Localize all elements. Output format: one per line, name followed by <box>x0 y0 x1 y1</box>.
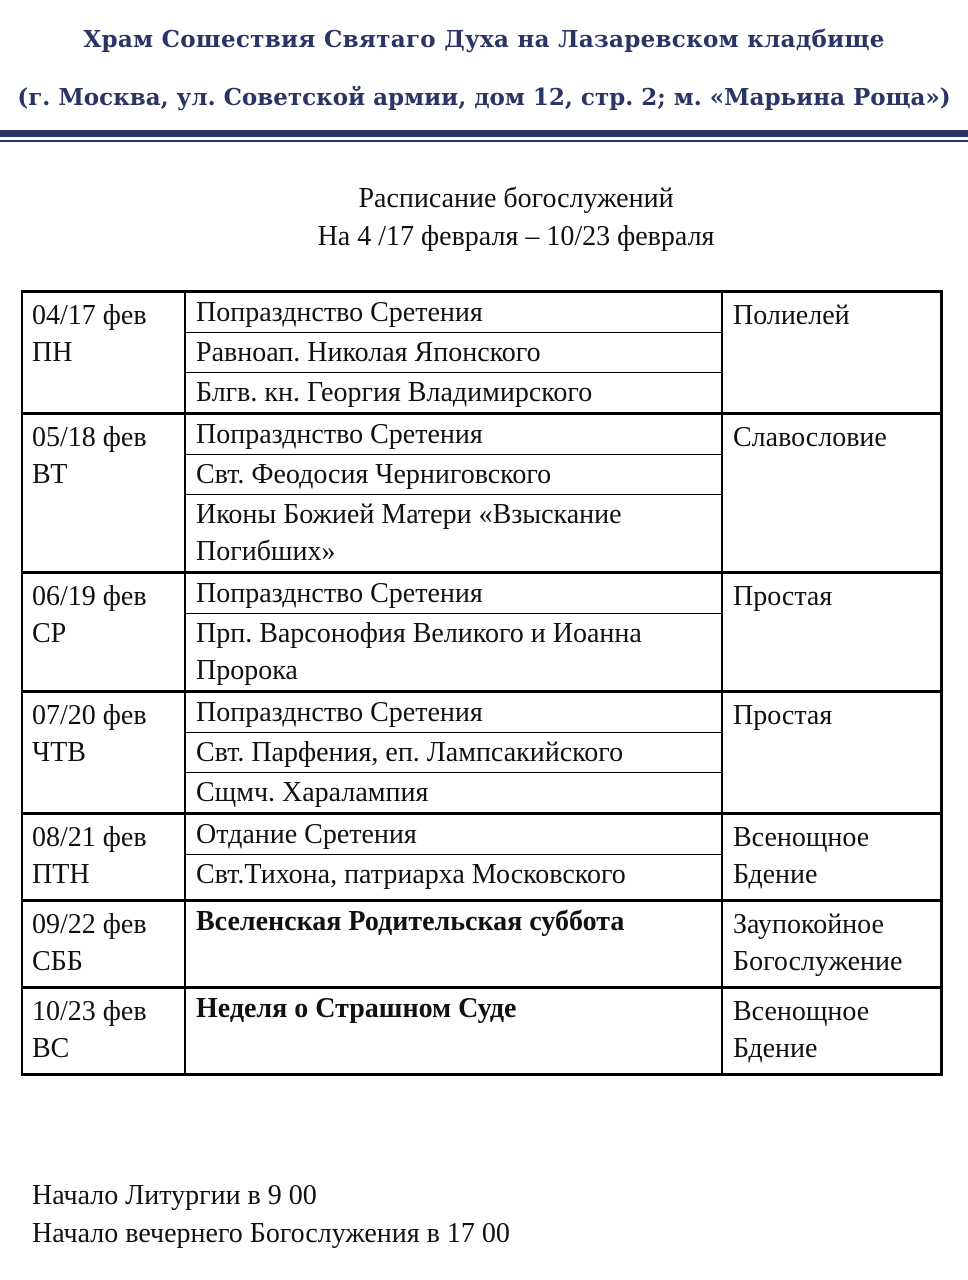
feasts-cell <box>185 814 722 901</box>
feast-entry: Прп. Варсонофия Великого и Иоанна Пророка <box>186 613 721 690</box>
day-cell <box>22 901 185 988</box>
schedule-row <box>22 814 942 901</box>
schedule-period: На 4 /17 февраля – 10/23 февраля <box>317 221 715 252</box>
schedule-row <box>22 292 942 414</box>
feast-entry: Попразднство Сретения <box>196 578 483 609</box>
feast-entry: Вселенская Родительская суббота <box>196 906 625 937</box>
feast-entry: Свт. Феодосия Черниговского <box>186 454 721 494</box>
date-label: 07/20 фев <box>32 700 147 731</box>
feasts-cell <box>185 414 722 573</box>
weekday-label: ВТ <box>32 459 68 490</box>
weekday-label: ЧТВ <box>32 737 86 768</box>
feasts-cell <box>185 988 722 1075</box>
schedule-row <box>22 988 942 1075</box>
service-rank: Заупокойное Богослужение <box>722 901 942 988</box>
date-label: 06/19 фев <box>32 581 147 612</box>
header-rule-thick <box>0 130 968 137</box>
schedule-table <box>21 290 943 1076</box>
feast-entry: Свт. Парфения, еп. Лампсакийского <box>186 732 721 772</box>
date-label: 08/21 фев <box>32 822 147 853</box>
feasts-cell <box>185 901 722 988</box>
day-cell <box>22 292 185 414</box>
feast-entry: Неделя о Страшном Суде <box>196 993 517 1024</box>
schedule-row <box>22 901 942 988</box>
feast-entry: Иконы Божией Матери «Взыскание Погибших» <box>186 494 721 571</box>
day-cell <box>22 814 185 901</box>
day-cell <box>22 414 185 573</box>
feast-entry: Сщмч. Харалампия <box>186 772 721 812</box>
schedule-row <box>22 414 942 573</box>
day-cell <box>22 988 185 1075</box>
date-label: 05/18 фев <box>32 422 147 453</box>
weekday-label: СББ <box>32 946 83 977</box>
service-rank: Простая <box>722 692 942 814</box>
feasts-cell <box>185 692 722 814</box>
liturgy-start: Начало Литургии в 9 00 <box>32 1180 317 1211</box>
date-label: 09/22 фев <box>32 909 147 940</box>
schedule-row <box>22 692 942 814</box>
day-cell <box>22 573 185 692</box>
feast-entry: Блгв. кн. Георгия Владимирского <box>186 372 721 412</box>
service-rank: Всенощное Бдение <box>722 814 942 901</box>
date-label: 10/23 фев <box>32 996 147 1027</box>
church-title: Храм Сошествия Святаго Духа на Лазаревском кладбище <box>83 26 885 53</box>
feast-entry: Попразднство Сретения <box>196 697 483 728</box>
feast-entry: Попразднство Сретения <box>196 419 483 450</box>
feasts-cell <box>185 292 722 414</box>
weekday-label: ПН <box>32 337 73 368</box>
feasts-cell <box>185 573 722 692</box>
vespers-start: Начало вечернего Богослужения в 17 00 <box>32 1218 510 1249</box>
service-rank: Славословие <box>722 414 942 573</box>
service-rank: Простая <box>722 573 942 692</box>
feast-entry: Свт.Тихона, патриарха Московского <box>186 854 721 894</box>
service-times <box>32 1177 510 1253</box>
feast-entry: Отдание Сретения <box>196 819 417 850</box>
church-address: (г. Москва, ул. Советской армии, дом 12, стр. 2; м. «Марьина Роща») <box>17 84 951 111</box>
weekday-label: ВС <box>32 1033 70 1064</box>
feast-entry: Попразднство Сретения <box>196 297 483 328</box>
date-label: 04/17 фев <box>32 300 147 331</box>
day-cell <box>22 692 185 814</box>
header-rule-thin <box>0 140 968 142</box>
schedule-heading <box>0 180 968 256</box>
schedule-row <box>22 573 942 692</box>
service-rank: Полиелей <box>722 292 942 414</box>
weekday-label: ПТН <box>32 859 90 890</box>
service-rank: Всенощное Бдение <box>722 988 942 1075</box>
weekday-label: СР <box>32 618 67 649</box>
feast-entry: Равноап. Николая Японского <box>186 332 721 372</box>
schedule-title: Расписание богослужений <box>358 183 674 214</box>
